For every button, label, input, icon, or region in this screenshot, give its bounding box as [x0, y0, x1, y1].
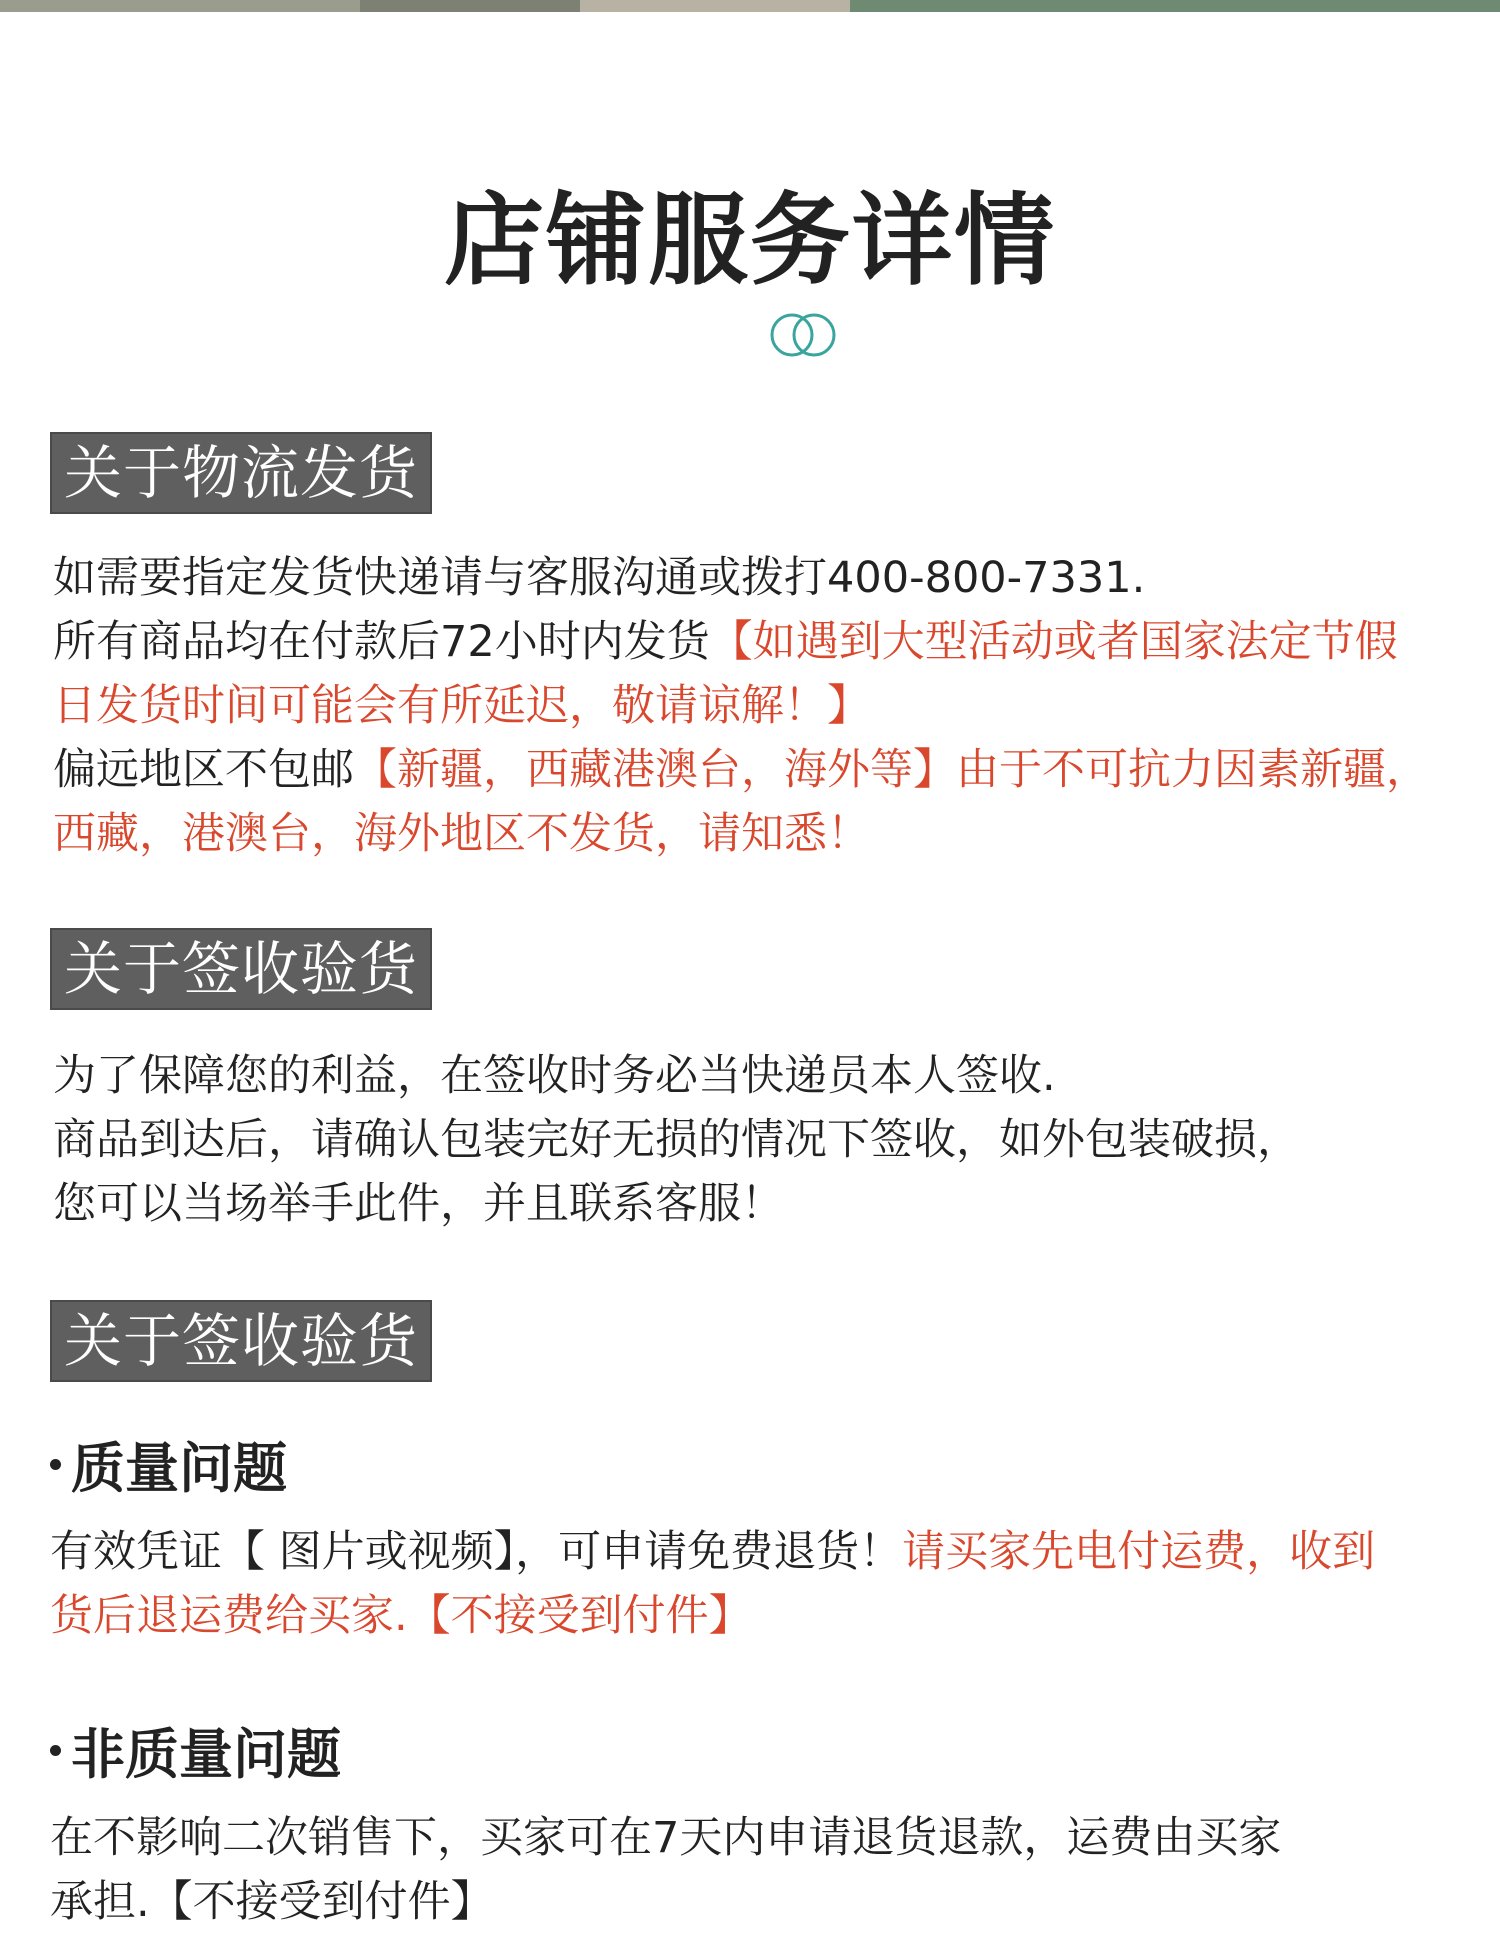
shipping-line-1: 如需要指定发货快递请与客服沟通或拨打400-800-7331. [53, 553, 1146, 603]
non-quality-issue-info [50, 1806, 1460, 1934]
non-quality-issue-heading [50, 1712, 341, 1789]
shipping-line-2-highlight: 【如遇到大型活动或者国家法定节假 [709, 617, 1398, 667]
quality-line-2-highlight: 货后退运费给买家.【不接受到付件】 [50, 1591, 752, 1641]
shipping-line-5-highlight: 西藏，港澳台，海外地区不发货，请知悉！ [53, 809, 870, 859]
shipping-line-3-highlight: 日发货时间可能会有所延迟，敬请谅解！】 [53, 681, 870, 731]
signing-line-3: 您可以当场举手此件，并且联系客服！ [53, 1179, 784, 1229]
bullet-dot-icon [50, 1459, 61, 1470]
top-image-strip [0, 0, 1500, 12]
shipping-line-2-plain: 所有商品均在付款后72小时内发货 [53, 617, 710, 667]
non-quality-line-1: 在不影响二次销售下，买家可在7天内申请退货退款，运费由买家 [50, 1813, 1282, 1863]
shipping-line-4-highlight: 【新疆，西藏港澳台，海外等】由于不可抗力因素新疆， [354, 745, 1429, 795]
section-label-signing: 关于签收验货 [50, 928, 432, 1010]
section-label-shipping: 关于物流发货 [50, 432, 432, 514]
non-quality-line-2: 承担.【不接受到付件】 [50, 1877, 494, 1927]
bullet-dot-icon [50, 1745, 61, 1756]
signing-line-1: 为了保障您的利益，在签收时务必当快递员本人签收. [53, 1051, 1056, 1101]
quality-line-1-plain: 有效凭证【 图片或视频】，可申请免费退货！ [50, 1527, 903, 1577]
quality-issue-heading [50, 1426, 287, 1503]
page-title: 店铺服务详情 [444, 182, 1056, 299]
double-ring-icon [764, 310, 844, 360]
signing-info [53, 1044, 1463, 1236]
shipping-line-4-plain: 偏远地区不包邮 [53, 745, 354, 795]
quality-line-1 [50, 1520, 1460, 1584]
quality-line-1-highlight: 请买家先电付运费，收到 [902, 1527, 1376, 1577]
quality-issue-info [50, 1520, 1460, 1648]
quality-issue-heading-text: 质量问题 [71, 1437, 287, 1500]
shipping-line-4 [53, 738, 1463, 802]
signing-line-2: 商品到达后，请确认包装完好无损的情况下签收，如外包装破损， [53, 1115, 1300, 1165]
non-quality-issue-heading-text: 非质量问题 [71, 1723, 341, 1786]
shipping-info [53, 546, 1463, 866]
shipping-line-2 [53, 610, 1463, 674]
section-label-returns: 关于签收验货 [50, 1300, 432, 1382]
